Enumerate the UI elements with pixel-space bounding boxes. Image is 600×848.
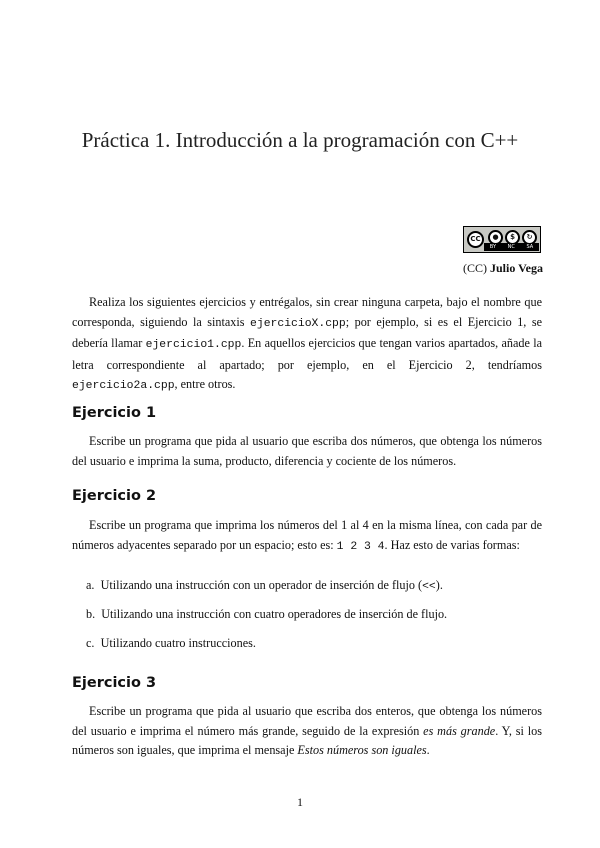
license-strip: BY NC SA — [484, 243, 539, 251]
cc-by-nc-sa-license-badge — [463, 226, 541, 253]
exercise-3-text: Escribe un programa que pida al usuario que escriba dos enteros, que obtenga los números del usuario e imprima el número más grande, seguido de la expresión es más grande. Y, si los números son iguales, que imprima el mensaje Estos números son iguales. — [72, 704, 542, 757]
list-item: b. Utilizando una instrucción con cuatro operadores de inserción de flujo. — [86, 607, 448, 621]
code-filename: ejercicio1.cpp — [145, 339, 242, 351]
intro-paragraph: Realiza los siguientes ejercicios y entrégalos, sin crear ninguna carpeta, bajo el nombre que corresponda, siguiendo la sintaxis ejercicioX.cpp; por ejemplo, si es el Ejercicio 1, se debería llamar ejercicio1.cpp. En aquellos ejercicios que tengan varios apartados, añade la letra correspondiente al apartado; por ejemplo, en el Ejercicio 2, tendríamos ejercicio2a.cpp, entre otros. — [72, 295, 542, 392]
nc-no-dollar-icon: $ — [505, 230, 520, 245]
cc-logo-icon: CC — [467, 231, 484, 248]
code-sequence: 1 2 3 4 — [336, 540, 385, 553]
code-filename: ejercicio2a.cpp — [72, 380, 175, 392]
author-credit: (CC) Julio Vega — [462, 261, 543, 275]
exercise-2-heading: Ejercicio 2 — [72, 488, 157, 504]
document-title: Práctica 1. Introducción a la programación con C++ — [81, 128, 519, 152]
list-item: c. Utilizando cuatro instrucciones. — [86, 636, 256, 650]
exercise-3-heading: Ejercicio 3 — [72, 675, 157, 691]
page-number: 1 — [297, 795, 303, 809]
exercise-1-text: Escribe un programa que pida al usuario que escriba dos números, que obtenga los números del usuario e imprima la suma, producto, diferencia y cociente de los números. — [72, 434, 542, 468]
code-operator: << — [422, 581, 436, 593]
exercise-2-text: Escribe un programa que imprima los números del 1 al 4 en la misma línea, con cada par de números adyacentes separado por un espacio; esto es: 1 2 3 4. Haz esto de varias formas: — [72, 518, 542, 553]
sa-share-alike-icon: ↻ — [522, 230, 537, 245]
by-person-icon: ● — [488, 230, 503, 245]
code-filename: ejercicioX.cpp — [250, 317, 346, 330]
exercise-1-heading: Ejercicio 1 — [72, 405, 157, 421]
author-name: Julio Vega — [489, 261, 543, 275]
list-item: a. Utilizando una instrucción con un operador de inserción de flujo (<<). — [86, 578, 443, 593]
